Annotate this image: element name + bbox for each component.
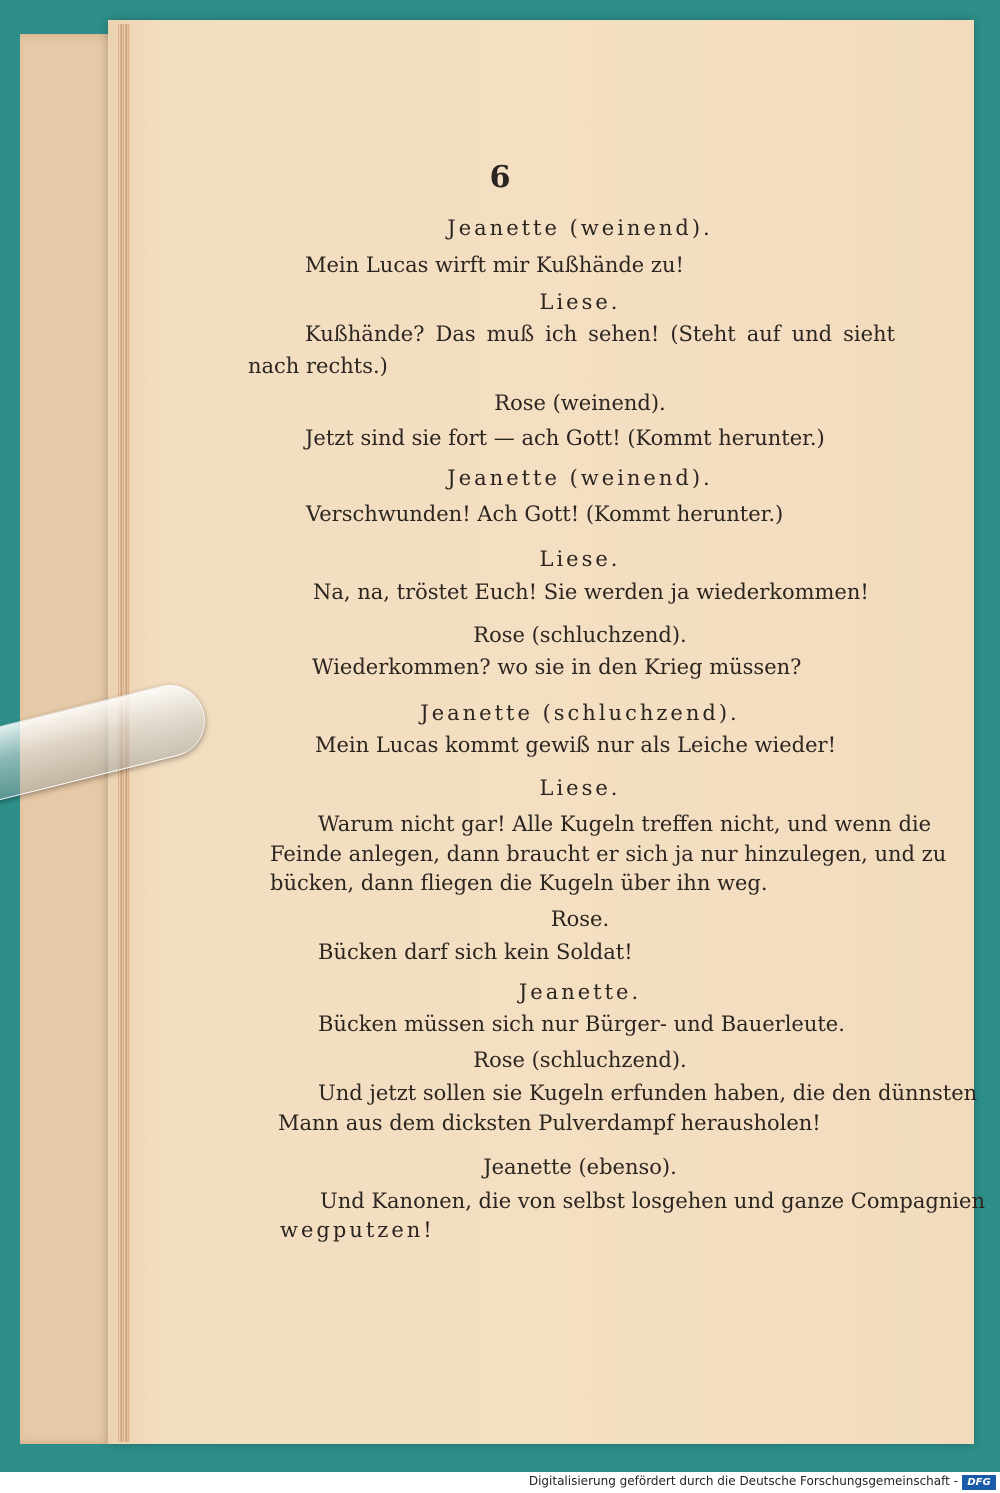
line-15: Mein Lucas kommt gewiß nur als Leiche wieder! (315, 733, 837, 757)
line-18: Feinde anlegen, dann braucht er sich ja nur hinzulegen, und zu (270, 842, 947, 866)
line-2: Mein Lucas wirft mir Kußhände zu! (305, 253, 684, 277)
line-7: Jetzt sind sie fort — ach Gott! (Kommt herunter.) (305, 426, 825, 450)
footer-bar (0, 1472, 1000, 1493)
line-12: Rose (schluchzend). (473, 623, 687, 647)
line-29: wegputzen! (280, 1218, 435, 1242)
line-9: Verschwunden! Ach Gott! (Kommt herunter.) (306, 502, 784, 526)
dfg-logo-icon: DFG (962, 1475, 996, 1490)
funding-credit: Digitalisierung gefördert durch die Deutsche Forschungsgemeinschaft - (528, 1474, 958, 1488)
line-5: nach rechts.) (248, 354, 388, 378)
line-8: Jeanette (weinend). (447, 466, 713, 490)
line-10: Liese. (539, 547, 621, 571)
page-number: 6 (489, 160, 511, 195)
line-19: bücken, dann fliegen die Kugeln über ihn weg. (270, 871, 768, 895)
line-4: Kußhände? Das muß ich sehen! (Steht auf und sieht (305, 322, 895, 346)
line-24: Rose (schluchzend). (473, 1048, 687, 1072)
line-17: Warum nicht gar! Alle Kugeln treffen nicht, und wenn die (318, 812, 932, 836)
line-28: Und Kanonen, die von selbst losgehen und ganze Compagnien (320, 1189, 985, 1213)
line-3: Liese. (539, 290, 621, 314)
line-14: Jeanette (schluchzend). (420, 701, 740, 725)
line-13: Wiederkommen? wo sie in den Krieg müssen? (312, 655, 802, 679)
line-21: Bücken darf sich kein Soldat! (318, 940, 633, 964)
line-22: Jeanette. (518, 980, 642, 1004)
line-16: Liese. (539, 776, 621, 800)
line-23: Bücken müssen sich nur Bürger- und Bauerleute. (318, 1012, 845, 1036)
line-20: Rose. (550, 907, 610, 931)
line-26: Mann aus dem dicksten Pulverdampf herausholen! (278, 1111, 821, 1135)
line-11: Na, na, tröstet Euch! Sie werden ja wiederkommen! (313, 580, 869, 604)
line-25: Und jetzt sollen sie Kugeln erfunden haben, die den dünnsten (318, 1081, 978, 1105)
line-6: Rose (weinend). (494, 391, 666, 415)
line-27: Jeanette (ebenso). (483, 1155, 677, 1179)
line-1: Jeanette (weinend). (447, 216, 713, 240)
